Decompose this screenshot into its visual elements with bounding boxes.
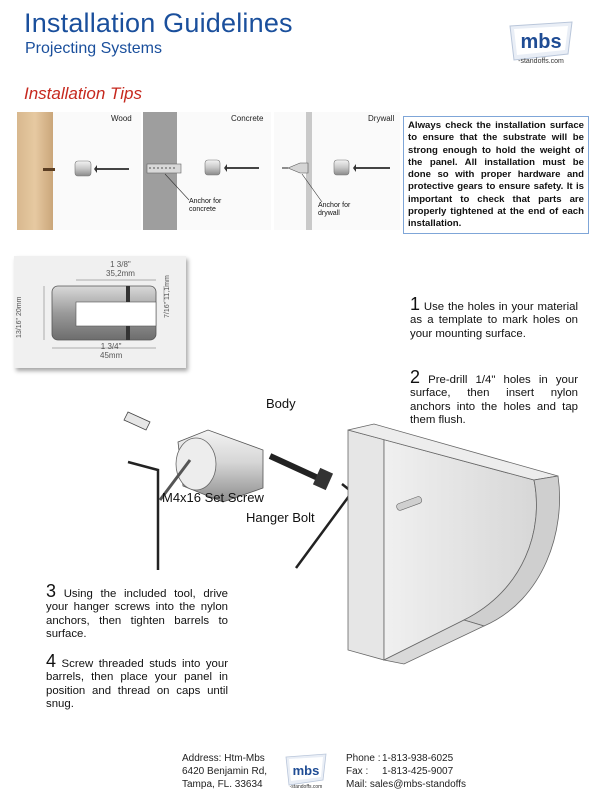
dimension-drawing: [14, 256, 186, 368]
panel-label-concrete: Concrete: [231, 114, 264, 123]
anchor-drywall-note: Anchor for drywall: [318, 202, 351, 217]
svg-text:-standoffs.com: -standoffs.com: [518, 58, 564, 65]
step-4: 4 Screw threaded studs into your barrels, then place your panel in position and thread on caps until snug.: [46, 651, 228, 711]
panel-drywall: [274, 112, 400, 230]
panel-label-wood: Wood: [111, 114, 132, 123]
panel-wood: [17, 112, 141, 230]
page-title: Installation Guidelines: [24, 8, 293, 38]
panel-illustration: [344, 410, 594, 678]
dim-left: 13/16" 20mm: [16, 296, 23, 338]
footer-contact: Phone : 1-813-938-6025 Fax : 1-813-425-9007 Mail: sales@mbs-standoffs: [346, 753, 467, 791]
svg-text:-standoffs.com: -standoffs.com: [289, 784, 323, 790]
svg-text:mbs: mbs: [292, 763, 320, 778]
svg-text:mbs: mbs: [520, 31, 562, 53]
wood-illustration: [17, 112, 141, 230]
step-2: 2 Pre-drill 1/4" holes in your surface, then insert nylon anchors into the holes and tap them flush.: [410, 367, 578, 427]
panel-concrete: [143, 112, 271, 230]
installation-tip-box: Always check the installation surface to ensure that the substrate will be strong enough to hold the weight of the panel. All installation must be done so with proper hardware and protective gears to ensure safety. It is important to check that parts are properly tightened at the end of each installation.: [403, 116, 589, 234]
footer-logo: [283, 752, 329, 790]
anchor-concrete-note: Anchor for concrete: [189, 198, 222, 213]
fax-number: 1-813-425-9007: [382, 766, 454, 778]
panel-label-drywall: Drywall: [368, 114, 395, 123]
label-hanger-bolt: Hanger Bolt: [246, 510, 315, 525]
step-1: 1 Use the holes in your material as a template to mark holes on your mounting surface.: [410, 294, 578, 340]
dim-bottom: 1 3/4" 45mm: [100, 342, 123, 360]
dim-top: 1 3/8" 35,2mm: [106, 260, 135, 278]
footer-address: Address: Htm-Mbs 6420 Benjamin Rd, Tampa, FL. 33634: [182, 753, 268, 791]
phone-number: 1-813-938-6025: [382, 753, 454, 764]
label-set-screw: M4x16 Set Screw: [162, 490, 264, 505]
page-subtitle: Projecting Systems: [25, 40, 162, 57]
email-link[interactable]: Mail: sales@mbs-standoffs: [346, 779, 467, 791]
step-3: 3 Using the included tool, drive your hanger screws into the nylon anchors, then tighten barrels to surface.: [46, 581, 229, 641]
label-body: Body: [266, 396, 296, 411]
mbs-logo: [506, 20, 576, 66]
section-title: Installation Tips: [24, 84, 142, 103]
dim-right: 7/16" 11,1mm: [164, 275, 171, 318]
